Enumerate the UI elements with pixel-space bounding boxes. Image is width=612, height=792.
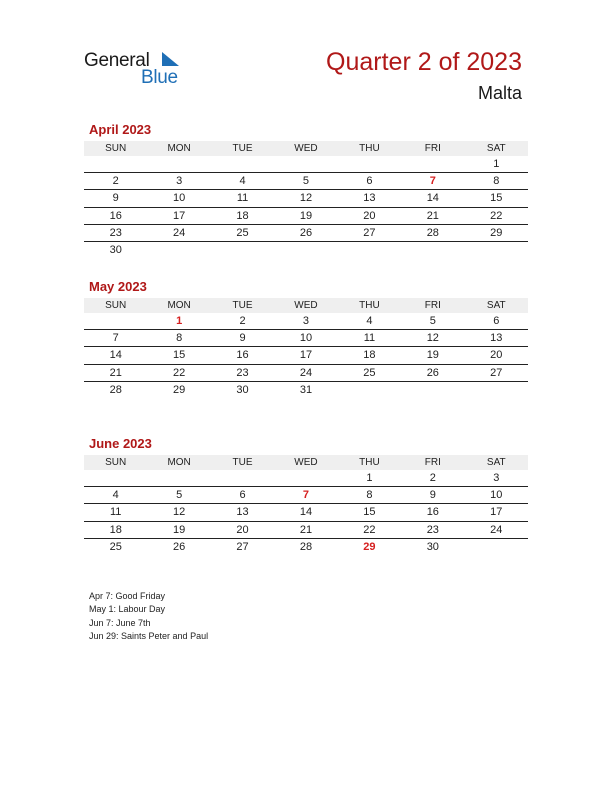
day-cell: 11 (338, 330, 401, 347)
day-cell: 5 (274, 173, 337, 190)
empty-day-cell (211, 156, 274, 173)
day-cell: 21 (274, 521, 337, 538)
week-row (84, 173, 528, 190)
day-cell: 23 (84, 224, 147, 241)
day-cell: 10 (274, 330, 337, 347)
day-cell: 19 (401, 347, 464, 364)
weekday-label: WED (274, 298, 337, 313)
empty-day-cell (211, 241, 274, 258)
day-cell: 3 (274, 313, 337, 330)
day-cell: 12 (274, 190, 337, 207)
empty-day-cell (84, 156, 147, 173)
day-cell: 15 (465, 190, 528, 207)
week-row (84, 521, 528, 538)
day-cell: 10 (465, 487, 528, 504)
empty-day-cell (84, 313, 147, 330)
week-row (84, 504, 528, 521)
day-cell: 17 (147, 207, 210, 224)
weekday-label: THU (338, 298, 401, 313)
month-title: June 2023 (89, 436, 152, 451)
day-cell: 20 (211, 521, 274, 538)
week-row (84, 313, 528, 330)
day-cell: 29 (465, 224, 528, 241)
day-cell: 27 (338, 224, 401, 241)
weekday-label: TUE (211, 298, 274, 313)
day-cell: 23 (211, 364, 274, 381)
day-cell: 28 (109, 383, 122, 396)
day-cell: 4 (338, 313, 401, 330)
day-cell: 9 (401, 487, 464, 504)
holiday-notes (89, 590, 208, 643)
day-cell: 24 (465, 521, 528, 538)
day-cell: 12 (401, 330, 464, 347)
day-cell: 4 (84, 487, 147, 504)
weekday-label: SUN (84, 298, 147, 313)
week-row (84, 470, 528, 487)
day-cell: 19 (274, 207, 337, 224)
day-cell: 21 (401, 207, 464, 224)
day-cell: 12 (147, 504, 210, 521)
day-cell: 1 (147, 313, 210, 330)
day-cell: 18 (211, 207, 274, 224)
week-row (84, 207, 528, 224)
day-cell: 7 (84, 330, 147, 347)
day-cell: 30 (109, 244, 122, 257)
week-row (84, 347, 528, 364)
day-cell: 19 (147, 521, 210, 538)
weekday-header-row (84, 455, 528, 470)
holiday-note: Apr 7: Good Friday (89, 591, 166, 601)
day-cell: 6 (211, 487, 274, 504)
month-title: April 2023 (89, 122, 152, 137)
weekday-label: THU (338, 141, 401, 156)
day-cell: 10 (147, 190, 210, 207)
day-cell: 2 (211, 313, 274, 330)
day-cell: 14 (274, 504, 337, 521)
day-cell: 20 (465, 347, 528, 364)
calendar-grid (84, 298, 528, 398)
empty-day-cell (401, 241, 464, 258)
holiday-note: Jun 7: June 7th (89, 617, 151, 628)
day-cell: 15 (338, 504, 401, 521)
empty-day-cell (147, 156, 210, 173)
day-cell: 29 (363, 540, 376, 553)
day-cell: 24 (147, 224, 210, 241)
weekday-label: WED (274, 141, 337, 156)
weekday-label: SUN (84, 141, 147, 156)
day-cell: 22 (147, 364, 210, 381)
weekday-label: SUN (84, 455, 147, 470)
brand-flag-icon (162, 52, 180, 68)
empty-day-cell (274, 156, 337, 173)
weekday-label: THU (338, 455, 401, 470)
brand-name-general: General (84, 50, 150, 71)
empty-day-cell (84, 470, 147, 487)
day-cell: 4 (211, 173, 274, 190)
day-cell: 29 (173, 383, 186, 396)
day-cell: 17 (274, 347, 337, 364)
day-cell: 22 (338, 521, 401, 538)
day-cell: 25 (109, 540, 122, 553)
weekday-label: TUE (211, 141, 274, 156)
weekday-label: SAT (465, 298, 528, 313)
empty-day-cell (147, 241, 210, 258)
day-cell: 8 (338, 487, 401, 504)
day-cell: 17 (465, 504, 528, 521)
day-cell: 1 (465, 156, 528, 173)
day-cell: 28 (299, 540, 313, 553)
day-cell: 22 (465, 207, 528, 224)
empty-day-cell (274, 470, 337, 487)
month-april (84, 122, 528, 258)
empty-day-cell (465, 241, 528, 258)
day-cell: 9 (211, 330, 274, 347)
weekday-label: MON (147, 141, 210, 156)
weekday-header-row (84, 298, 528, 313)
day-cell: 3 (465, 470, 528, 487)
day-cell: 27 (236, 540, 249, 553)
day-cell: 13 (338, 190, 401, 207)
weekday-label: TUE (211, 455, 274, 470)
day-cell: 11 (84, 504, 147, 521)
day-cell: 16 (211, 347, 274, 364)
empty-day-cell (401, 381, 464, 398)
day-cell: 2 (401, 470, 464, 487)
day-cell: 6 (338, 173, 401, 190)
week-row (84, 538, 528, 555)
brand-logo (84, 50, 194, 90)
day-cell: 5 (401, 313, 464, 330)
page-title: Quarter 2 of 2023 (326, 48, 522, 76)
day-cell: 5 (147, 487, 210, 504)
day-cell: 14 (401, 190, 464, 207)
day-cell: 2 (84, 173, 147, 190)
country-name: Malta (477, 83, 522, 103)
day-cell: 27 (465, 364, 528, 381)
day-cell: 26 (401, 364, 464, 381)
holiday-note: May 1: Labour Day (89, 604, 166, 615)
day-cell: 18 (84, 521, 147, 538)
day-cell: 13 (465, 330, 528, 347)
day-cell: 18 (338, 347, 401, 364)
day-cell: 11 (211, 190, 274, 207)
calendar-grid (84, 141, 528, 258)
empty-day-cell (338, 381, 401, 398)
day-cell: 7 (274, 487, 337, 504)
weekday-label: WED (274, 455, 337, 470)
week-row (84, 364, 528, 381)
day-cell: 14 (84, 347, 147, 364)
day-cell: 23 (401, 521, 464, 538)
weekday-label: FRI (401, 141, 464, 156)
day-cell: 30 (426, 540, 439, 553)
day-cell: 6 (465, 313, 528, 330)
day-cell: 25 (211, 224, 274, 241)
day-cell: 1 (338, 470, 401, 487)
day-cell: 15 (147, 347, 210, 364)
day-cell: 31 (299, 383, 313, 396)
month-may (84, 279, 528, 398)
day-cell: 25 (338, 364, 401, 381)
day-cell: 26 (173, 540, 186, 553)
weekday-label: SAT (465, 455, 528, 470)
day-cell: 9 (84, 190, 147, 207)
day-cell: 13 (211, 504, 274, 521)
empty-day-cell (401, 156, 464, 173)
day-cell: 26 (274, 224, 337, 241)
empty-day-cell (274, 241, 337, 258)
empty-day-cell (338, 241, 401, 258)
empty-day-cell (211, 470, 274, 487)
week-row (84, 381, 528, 398)
week-row (84, 224, 528, 241)
holiday-note: Jun 29: Saints Peter and Paul (89, 630, 209, 641)
day-cell: 8 (465, 173, 528, 190)
day-cell: 20 (338, 207, 401, 224)
weekday-header-row (84, 141, 528, 156)
weekday-label: SAT (465, 141, 528, 156)
day-cell: 3 (147, 173, 210, 190)
week-row (84, 487, 528, 504)
weekday-label: FRI (401, 298, 464, 313)
day-cell: 16 (84, 207, 147, 224)
empty-day-cell (465, 381, 528, 398)
week-row (84, 241, 528, 258)
empty-day-cell (465, 538, 528, 555)
day-cell: 16 (401, 504, 464, 521)
week-row (84, 330, 528, 347)
calendar-grid (84, 455, 528, 555)
day-cell: 7 (401, 173, 464, 190)
month-june (84, 436, 528, 555)
week-row (84, 156, 528, 173)
weekday-label: MON (147, 298, 210, 313)
brand-name-blue: Blue (141, 67, 178, 88)
weekday-label: FRI (401, 455, 464, 470)
day-cell: 24 (274, 364, 337, 381)
day-cell: 21 (84, 364, 147, 381)
empty-day-cell (147, 470, 210, 487)
day-cell: 30 (236, 383, 249, 396)
day-cell: 8 (147, 330, 210, 347)
weekday-label: MON (147, 455, 210, 470)
month-title: May 2023 (89, 279, 147, 294)
week-row (84, 190, 528, 207)
day-cell: 28 (401, 224, 464, 241)
empty-day-cell (338, 156, 401, 173)
